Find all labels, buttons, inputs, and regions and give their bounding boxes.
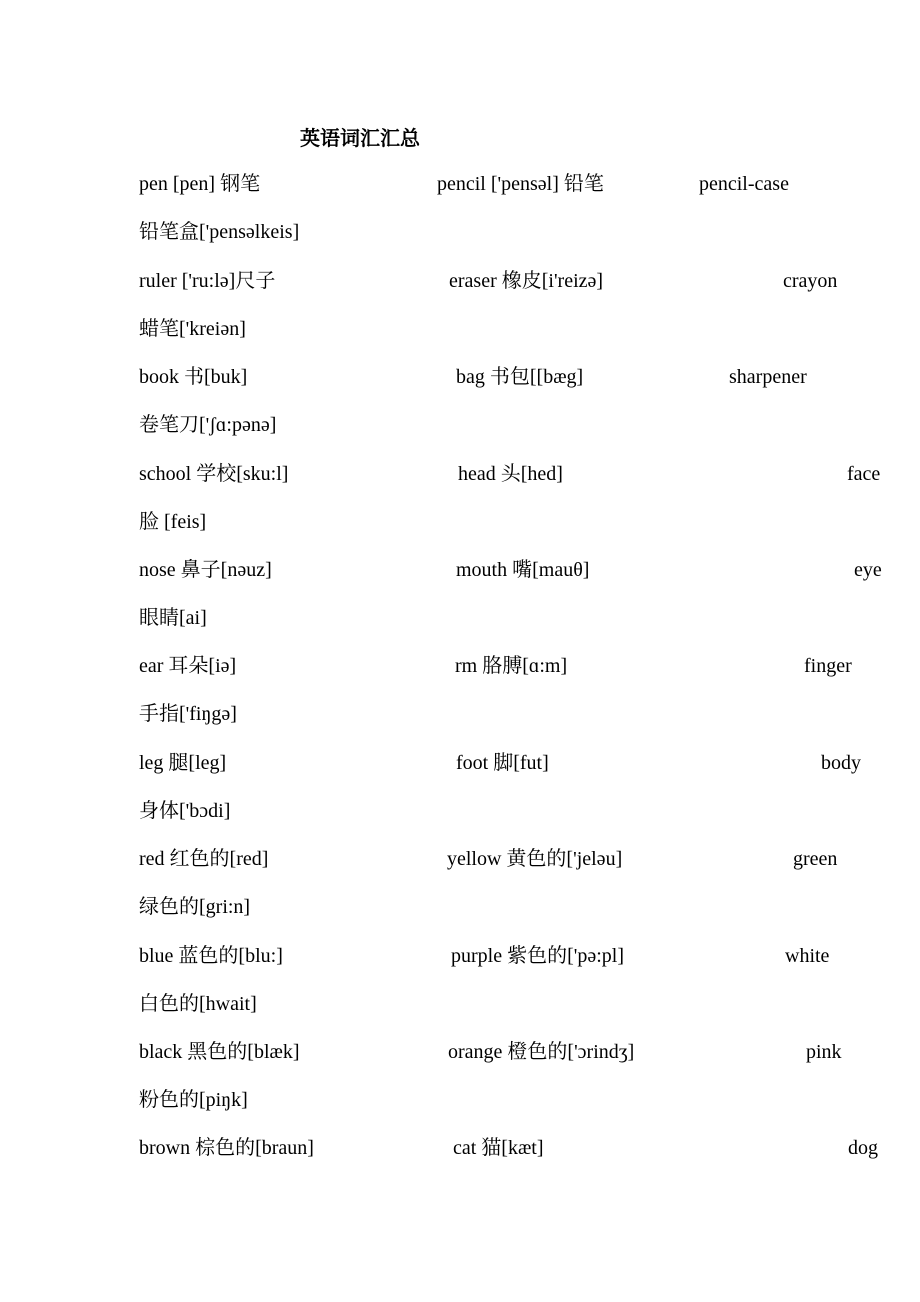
page-title: 英语词汇汇总 xyxy=(300,128,420,150)
vocab-entry-continuation: 白色的[hwait] xyxy=(139,993,257,1015)
vocab-entry: finger xyxy=(804,655,852,677)
vocab-entry: face xyxy=(847,463,881,485)
vocab-entry: eraser 橡皮[i'reizə] xyxy=(449,270,604,292)
vocab-entry-continuation: 粉色的[piŋk] xyxy=(139,1089,248,1111)
vocab-entry-continuation: 蜡笔['kreiən] xyxy=(139,318,246,340)
vocab-entry-continuation: 手指['fiŋgə] xyxy=(139,703,237,725)
vocab-entry: black 黑色的[blæk] xyxy=(139,1041,300,1063)
vocab-entry: nose 鼻子[nəuz] xyxy=(139,559,272,581)
vocab-entry: red 红色的[red] xyxy=(139,848,269,870)
vocab-entry: eye xyxy=(854,559,882,581)
vocab-entry: rm 胳膊[ɑ:m] xyxy=(455,655,568,677)
vocab-entry: purple 紫色的['pə:pl] xyxy=(451,945,625,967)
vocab-entry: cat 猫[kæt] xyxy=(453,1137,544,1159)
vocab-entry: yellow 黄色的['jeləu] xyxy=(447,848,623,870)
vocab-entry: orange 橙色的['ɔrindʒ] xyxy=(448,1041,635,1063)
vocab-entry-continuation: 绿色的[gri:n] xyxy=(139,896,251,918)
vocab-entry: foot 脚[fut] xyxy=(456,752,549,774)
vocab-entry: brown 棕色的[braun] xyxy=(139,1137,314,1159)
vocab-entry: leg 腿[leg] xyxy=(139,752,227,774)
vocab-entry: pencil-case xyxy=(699,173,789,195)
vocab-entry: dog xyxy=(848,1137,878,1159)
vocab-entry: green xyxy=(793,848,838,870)
vocab-entry: pink xyxy=(806,1041,842,1063)
vocab-entry: bag 书包[[bæg] xyxy=(456,366,584,388)
vocab-entry: ruler ['ru:lə]尺子 xyxy=(139,270,276,292)
vocab-entry-continuation: 脸 [feis] xyxy=(139,511,207,533)
vocab-entry: pencil ['pensəl] 铅笔 xyxy=(437,173,604,195)
vocab-entry-continuation: 卷笔刀['ʃɑ:pənə] xyxy=(139,414,277,436)
vocab-entry: body xyxy=(821,752,861,774)
vocab-entry: pen [pen] 钢笔 xyxy=(139,173,261,195)
vocab-entry-continuation: 眼睛[ai] xyxy=(139,607,207,629)
vocab-entry: head 头[hed] xyxy=(458,463,563,485)
vocab-entry: white xyxy=(785,945,830,967)
vocab-entry: crayon xyxy=(783,270,838,292)
vocab-entry: mouth 嘴[mauθ] xyxy=(456,559,590,581)
vocab-entry: ear 耳朵[iə] xyxy=(139,655,237,677)
vocab-entry-continuation: 身体['bɔdi] xyxy=(139,800,231,822)
vocab-entry: sharpener xyxy=(729,366,807,388)
vocab-entry: blue 蓝色的[blu:] xyxy=(139,945,283,967)
vocab-entry: school 学校[sku:l] xyxy=(139,463,289,485)
vocab-entry-continuation: 铅笔盒['pensəlkeis] xyxy=(139,221,300,243)
vocab-entry: book 书[buk] xyxy=(139,366,248,388)
